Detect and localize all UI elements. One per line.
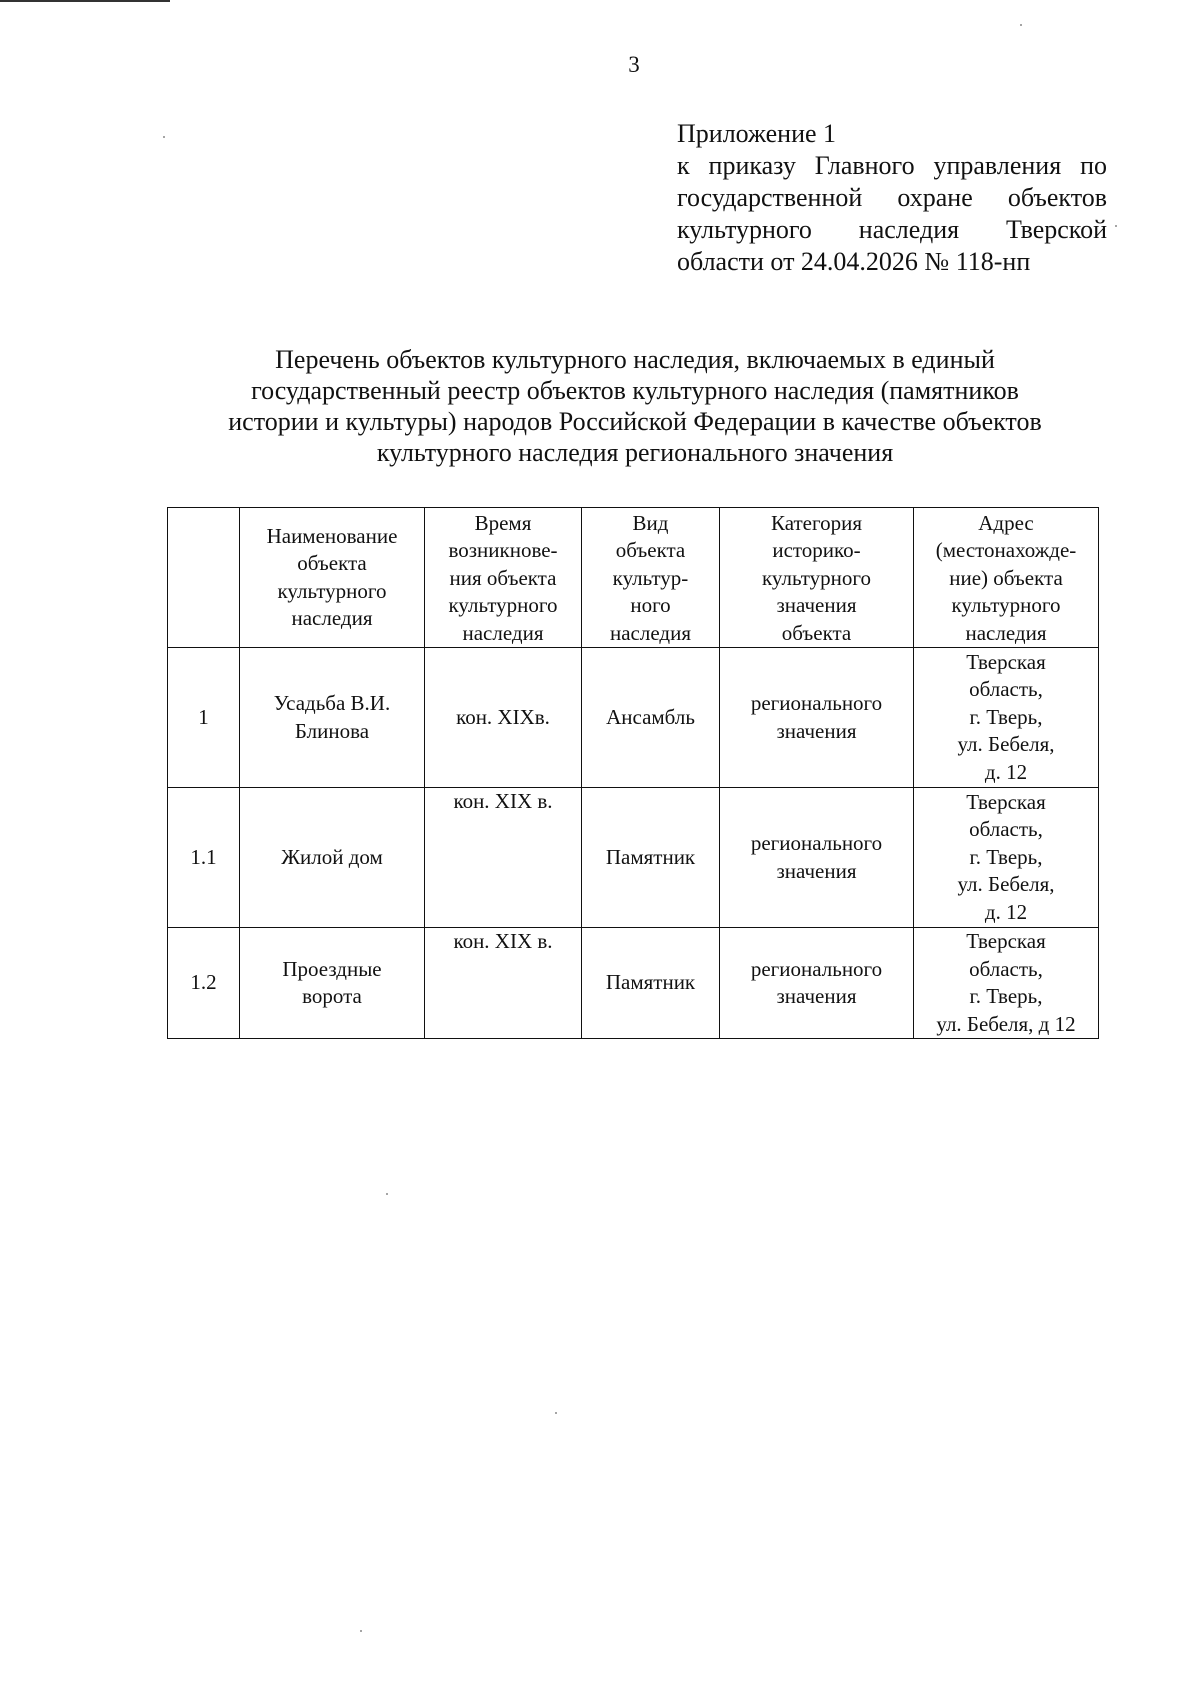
cell-text: г. Тверь, [969, 844, 1043, 869]
row-time-cell [425, 928, 582, 1039]
scan-speck [1020, 24, 1022, 26]
header-text: культурного [762, 565, 871, 590]
row-address-cell [914, 928, 1099, 1039]
header-text: наследия [965, 620, 1047, 645]
table-row [168, 648, 1099, 788]
scan-edge-line [0, 0, 170, 2]
cell-text: Памятник [605, 970, 696, 995]
header-text: возникнове- [448, 538, 558, 562]
title-line: истории и культуры) народов Российской Федерации в качестве объектов [228, 407, 1042, 436]
table-header-row [168, 508, 1099, 648]
row-name-cell [240, 788, 425, 928]
cell-text: ул. Бебеля, [957, 872, 1055, 897]
cell-text: Усадьба В.И. [273, 691, 391, 715]
cell-text: кон. XIX в. [453, 929, 553, 953]
scan-speck [555, 1412, 557, 1414]
row-address-cell [914, 648, 1099, 788]
document-title [150, 344, 1120, 468]
header-kind [582, 508, 720, 648]
cell-text: Тверская [966, 649, 1046, 674]
header-text: наследия [610, 620, 691, 645]
header-text: Категория [771, 510, 862, 535]
header-number [168, 508, 240, 648]
appendix-block [677, 118, 1107, 278]
header-text: Время [474, 510, 532, 535]
scan-speck [1115, 225, 1117, 227]
header-category [720, 508, 914, 648]
row-category-cell [720, 928, 914, 1039]
scan-speck [360, 1630, 362, 1632]
header-text: (местонахожде- [935, 538, 1077, 562]
header-text: культурного [448, 593, 558, 617]
header-name [240, 508, 425, 648]
header-text: культур- [612, 565, 689, 590]
header-text: объекта [297, 551, 367, 575]
cell-text: ворота [302, 984, 362, 1008]
cell-text: Тверская [966, 929, 1046, 953]
cell-text: кон. XIXв. [456, 704, 550, 729]
cell-text: значения [776, 984, 857, 1008]
header-text: историко- [772, 538, 861, 562]
cell-text: Проездные [282, 956, 382, 981]
table-row [168, 788, 1099, 928]
row-kind-cell [582, 928, 720, 1039]
row-time-cell [425, 648, 582, 788]
cell-text: д. 12 [984, 759, 1028, 784]
header-text: культурного [277, 578, 387, 603]
table-row [168, 928, 1099, 1039]
row-name-cell [240, 648, 425, 788]
header-text: ного [630, 593, 671, 617]
header-text: ние) объекта [949, 565, 1063, 590]
heritage-objects-table [167, 507, 1099, 1039]
header-text: Наименование [266, 523, 398, 548]
header-text: Адрес [978, 510, 1034, 535]
appendix-line: к приказу Главного управления по [677, 151, 1107, 180]
header-text: ния объекта [449, 565, 557, 590]
header-time [425, 508, 582, 648]
cell-text: г. Тверь, [969, 704, 1043, 729]
cell-text: область, [969, 677, 1043, 702]
row-category-cell [720, 648, 914, 788]
cell-text: область, [969, 817, 1043, 842]
cell-text: регионального [750, 831, 883, 855]
cell-text: Ансамбль [606, 704, 695, 729]
cell-text: кон. XIX в. [453, 789, 553, 813]
appendix-line: Приложение 1 [677, 119, 837, 148]
header-text: культурного [951, 593, 1061, 617]
cell-text: значения [776, 858, 857, 883]
cell-text: значения [776, 718, 857, 743]
row-name-cell [240, 928, 425, 1039]
header-text: Вид [632, 510, 669, 535]
row-number-cell: 1.2 [168, 928, 240, 1039]
row-number-cell: 1.1 [168, 788, 240, 928]
cell-text: регионального [750, 956, 883, 981]
header-text: наследия [291, 606, 373, 630]
header-text: объекта [781, 620, 852, 645]
scan-speck [386, 1193, 388, 1195]
header-text: наследия [462, 620, 544, 645]
appendix-line: области от 24.04.2026 № 118-нп [677, 247, 1031, 276]
row-time-cell [425, 788, 582, 928]
cell-text: Блинова [294, 718, 370, 743]
header-text: значения [776, 593, 857, 617]
cell-text: регионального [750, 691, 883, 715]
cell-text: Памятник [605, 844, 696, 869]
header-address [914, 508, 1099, 648]
appendix-line: культурного наследия Тверской [677, 215, 1107, 244]
row-category-cell [720, 788, 914, 928]
scan-speck [163, 136, 165, 138]
row-kind-cell [582, 648, 720, 788]
cell-text: г. Тверь, [969, 984, 1043, 1008]
cell-text: д. 12 [984, 899, 1028, 924]
row-number-cell: 1 [168, 648, 240, 788]
header-text: объекта [615, 538, 686, 562]
page-number: 3 [628, 52, 640, 77]
row-address-cell [914, 788, 1099, 928]
cell-text: ул. Бебеля, [957, 732, 1055, 757]
title-line: государственный реестр объектов культурного наследия (памятников [251, 376, 1019, 405]
row-kind-cell [582, 788, 720, 928]
title-line: культурного наследия регионального значения [376, 438, 894, 467]
cell-text: Жилой дом [281, 844, 383, 869]
cell-text: ул. Бебеля, д 12 [936, 1011, 1076, 1036]
cell-text: область, [969, 956, 1043, 981]
title-line: Перечень объектов культурного наследия, включаемых в единый [275, 345, 995, 374]
cell-text: Тверская [966, 789, 1046, 814]
appendix-line: государственной охране объектов [677, 183, 1107, 212]
